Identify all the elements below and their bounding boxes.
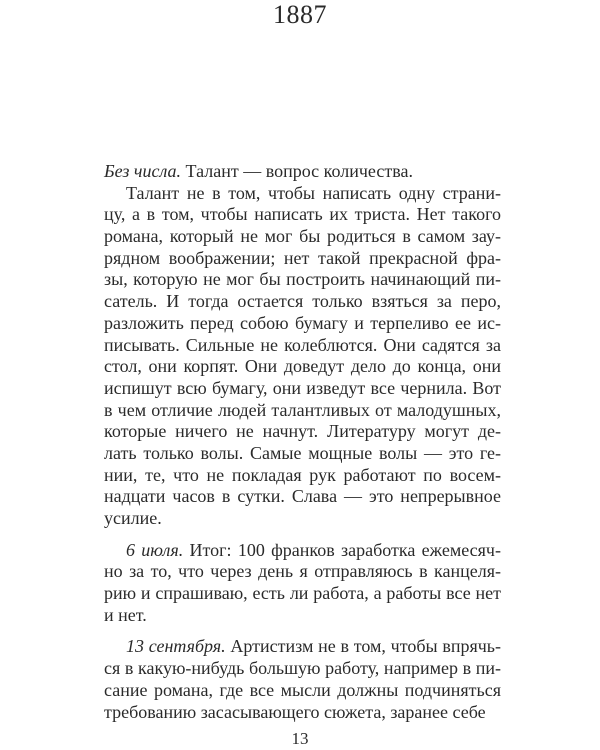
entry-date: 6 июля. — [126, 539, 184, 560]
text-line — [104, 702, 501, 724]
line-text: Талант — вопрос количества. — [181, 161, 413, 181]
running-header-year: 1887 — [273, 0, 327, 29]
text-line — [104, 486, 501, 508]
line-text: лать только волы. Самые мощные волы — это ге- — [104, 442, 501, 463]
line-text: рию и спрашиваю, есть ли работа, а работы все нет — [104, 583, 501, 604]
line-text: разложить перед собою бумагу и терпеливо ее ис- — [104, 312, 501, 333]
paragraph — [104, 540, 501, 627]
line-text: цу, а в том, чтобы написать их триста. Нет такого — [104, 204, 501, 225]
entry-date: 13 сентября. — [126, 636, 226, 657]
page-number: 13 — [291, 729, 309, 748]
page-body-text — [104, 161, 501, 733]
text-line — [104, 658, 501, 680]
line-text: сатель. И тогда остается только взяться за перо, — [104, 291, 501, 312]
text-line — [104, 421, 501, 443]
line-text: стол, они корпят. Они доведут дело до конца, они — [104, 356, 501, 377]
text-line — [104, 291, 501, 313]
text-line — [104, 335, 501, 357]
line-text: которые ничего не начнут. Литературу могут де- — [104, 421, 501, 442]
text-line — [104, 378, 501, 400]
text-line — [104, 583, 501, 605]
paragraph — [104, 636, 501, 723]
text-line — [104, 248, 501, 270]
line-text: надцати часов в сутки. Слава — это непрерывное — [104, 486, 501, 507]
text-line — [104, 226, 501, 248]
text-line — [104, 636, 501, 658]
text-line — [104, 183, 501, 205]
text-line — [104, 400, 501, 422]
text-line — [104, 161, 501, 183]
line-text: ся в какую-нибудь большую работу, например в пи- — [104, 658, 501, 679]
text-line — [104, 465, 501, 487]
line-text: в чем отличие людей талантливых от малодушных, — [104, 399, 501, 420]
line-text: нии, те, что не покладая рук работают по восем- — [104, 464, 501, 485]
text-line — [104, 269, 501, 291]
line-text: Итог: 100 франков заработка ежемесяч- — [183, 539, 501, 560]
text-line — [104, 313, 501, 335]
text-line — [104, 508, 501, 530]
line-text: но за то, что через день я отправляюсь в канцеля- — [104, 561, 501, 582]
paragraph — [104, 161, 501, 183]
line-text: сание романа, где все мысли должны подчиняться — [104, 679, 501, 700]
line-text: и нет. — [104, 604, 147, 625]
text-line — [104, 204, 501, 226]
text-line — [104, 356, 501, 378]
text-line — [104, 561, 501, 583]
line-text: писывать. Сильные не колеблются. Они садятся за — [104, 334, 501, 355]
line-text: романа, который не мог бы родиться в самом зау- — [104, 226, 501, 247]
text-line — [104, 605, 501, 627]
paragraph — [104, 183, 501, 530]
line-text: Талант не в том, чтобы написать одну страни- — [126, 182, 501, 203]
line-text: рядном воображении; нет такой прекрасной фра- — [104, 247, 501, 268]
line-text: Артистизм не в том, чтобы впрячь- — [225, 636, 501, 657]
text-line — [104, 540, 501, 562]
text-line — [104, 680, 501, 702]
entry-date: Без числа. — [104, 161, 182, 181]
line-text: испишут всю бумагу, они изведут все чернила. Вот — [104, 377, 501, 398]
line-text: зы, которую не мог бы построить начинающий пи- — [104, 269, 501, 290]
text-line — [104, 443, 501, 465]
line-text: требованию засасывающего сюжета, заранее себе — [104, 701, 486, 722]
line-text: усилие. — [104, 508, 162, 528]
